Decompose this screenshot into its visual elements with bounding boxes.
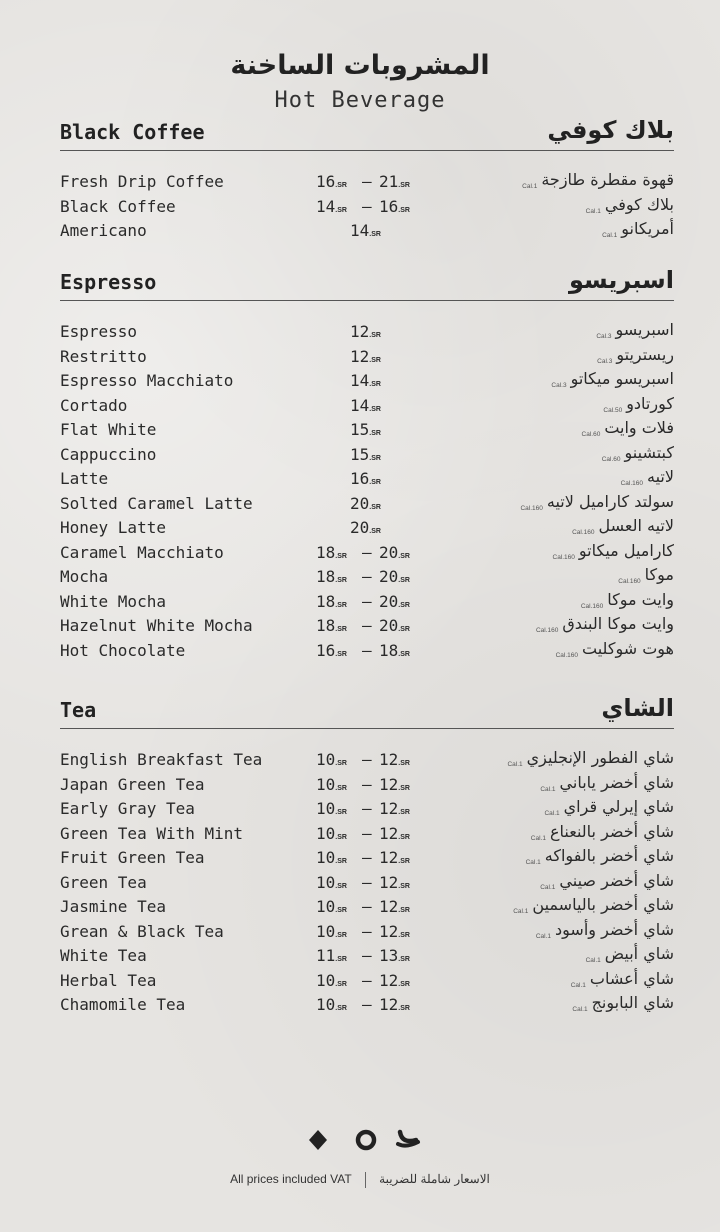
item-calories: Cal.1 (530, 834, 546, 842)
item-name-en: Chamomile Tea (60, 995, 186, 1014)
item-calories: Cal.60 (581, 431, 601, 438)
currency-label: .SR (335, 552, 347, 560)
price-value: 20 (350, 518, 370, 537)
price-range-dash: – (362, 872, 372, 892)
item-name-en: Espresso Macchiato (60, 371, 234, 390)
currency-label: .SR (335, 626, 347, 633)
price-range-dash: – (362, 799, 372, 818)
price-value: 15 (350, 420, 370, 439)
item-name-ar (536, 614, 674, 634)
currency-label: .SR (335, 182, 347, 189)
menu-item (0, 170, 720, 195)
menu-item (0, 541, 720, 566)
menu-item (0, 590, 720, 615)
item-name-ar (581, 590, 674, 610)
item-name-ar (513, 895, 674, 915)
item-calories: Cal.1 (544, 810, 560, 817)
item-name-ar (596, 320, 674, 340)
currency-label: .SR (398, 833, 410, 841)
currency-label: .SR (369, 356, 381, 364)
currency-label: .SR (398, 577, 410, 584)
price-value: 10 (316, 848, 336, 867)
item-calories: Cal.60 (601, 455, 621, 463)
currency-label: .SR (398, 784, 410, 792)
price-value-max: 12 (379, 799, 399, 818)
currency-label: .SR (398, 626, 410, 633)
menu-section (0, 116, 720, 244)
menu-item (0, 195, 720, 220)
item-name-ar-text: شاي أبيض (604, 944, 674, 963)
item-name-ar-text: بلاك كوفي (604, 194, 674, 214)
item-name-en: White Tea (60, 946, 147, 965)
item-calories: Cal.1 (570, 981, 586, 989)
currency-label: .SR (369, 332, 381, 339)
price-value: 10 (316, 921, 336, 941)
price-value-max: 12 (379, 823, 399, 843)
currency-label: .SR (369, 231, 381, 238)
price-range-dash: – (362, 616, 372, 635)
item-name-en: Black Coffee (60, 196, 176, 216)
currency-label: .SR (335, 760, 347, 767)
menu-item (0, 944, 720, 969)
item-name-ar-text: وايت موكا البندق (562, 614, 674, 633)
item-calories: Cal.3 (597, 357, 613, 365)
item-name-ar (540, 871, 674, 891)
price-value-max: 20 (379, 567, 399, 586)
price-value: 16 (316, 640, 336, 660)
menu-item (0, 773, 720, 798)
currency-label: .SR (398, 858, 410, 865)
price-value: 10 (316, 872, 336, 892)
currency-label: .SR (398, 650, 410, 658)
item-name-en: Hazelnut White Mocha (60, 616, 253, 635)
price-value: 10 (316, 897, 336, 916)
item-name-en: Cortado (60, 395, 128, 415)
price-value-max: 12 (379, 750, 399, 769)
item-name-ar (572, 993, 674, 1013)
currency-label: .SR (398, 907, 410, 914)
price-value-max: 12 (379, 872, 399, 892)
price-value-max: 12 (379, 921, 399, 941)
item-name-ar-text: كاراميل ميكاتو (578, 540, 674, 560)
currency-label: .SR (369, 430, 381, 437)
item-name-ar-text: موكا (644, 565, 674, 584)
menu-item (0, 219, 720, 244)
menu-item (0, 871, 720, 896)
item-name-ar-text: فلات وايت (604, 418, 674, 437)
item-name-ar (621, 467, 674, 487)
item-name-ar (531, 822, 674, 842)
price-value: 10 (316, 799, 336, 818)
price-value: 18 (316, 542, 336, 562)
item-name-ar (572, 516, 674, 536)
currency-label: .SR (335, 206, 347, 214)
item-name-ar (602, 443, 674, 463)
item-name-en: Grean & Black Tea (60, 921, 224, 941)
item-calories: Cal.160 (555, 651, 579, 659)
currency-label: .SR (335, 882, 347, 890)
menu-section (0, 266, 720, 663)
item-calories: Cal.1 (572, 1006, 588, 1013)
item-name-ar-text: شاي البابونج (591, 993, 674, 1012)
item-name-ar-text: شاي أخضر بالنعناع (549, 821, 674, 841)
currency-label: .SR (398, 980, 410, 988)
item-name-ar (556, 639, 674, 659)
item-name-ar-text: شاي الفطور الإنجليزي (526, 748, 674, 767)
menu-item (0, 639, 720, 664)
item-name-en: Mocha (60, 567, 109, 586)
currency-label: .SR (398, 182, 410, 189)
currency-label: .SR (335, 907, 347, 914)
menu-title-ar: المشروبات الساخنة (230, 50, 490, 81)
price-range-dash: – (362, 196, 372, 216)
price-value: 12 (350, 322, 370, 341)
price-value: 16 (350, 469, 370, 488)
item-name-ar (551, 369, 674, 389)
price-value-max: 20 (379, 591, 399, 611)
item-name-ar (586, 944, 674, 964)
item-name-en: Hot Chocolate (60, 640, 186, 660)
item-calories: Cal.1 (513, 908, 529, 915)
price-value-max: 12 (379, 774, 399, 794)
currency-label: .SR (335, 784, 347, 792)
price-value-max: 12 (379, 995, 399, 1014)
item-calories: Cal.1 (535, 932, 552, 940)
item-name-ar-text: ريستريتو (616, 344, 674, 364)
currency-label: .SR (335, 650, 347, 658)
menu-title-en: Hot Beverage (274, 88, 446, 113)
item-name-ar-text: شاي أخضر بالياسمين (532, 895, 674, 914)
price-value: 14 (350, 395, 370, 415)
menu-item (0, 320, 720, 345)
item-name-ar (507, 748, 674, 768)
currency-label: .SR (335, 577, 347, 584)
menu-item (0, 345, 720, 370)
item-name-ar (522, 170, 674, 190)
price-value-max: 12 (379, 897, 399, 916)
price-value: 14 (350, 371, 370, 390)
price-value-max: 12 (379, 970, 399, 990)
item-name-ar (597, 345, 674, 365)
item-calories: Cal.1 (525, 859, 541, 866)
item-name-ar (603, 394, 674, 414)
currency-label: .SR (369, 381, 381, 388)
section-divider (60, 150, 674, 151)
item-name-en: Green Tea With Mint (60, 823, 244, 843)
menu-item (0, 846, 720, 871)
price-range-dash: – (362, 591, 372, 611)
item-name-en: Caramel Macchiato (60, 542, 224, 562)
price-value: 20 (350, 493, 370, 513)
price-value: 14 (350, 221, 370, 240)
item-calories: Cal.160 (520, 504, 543, 512)
menu-item (0, 614, 720, 639)
price-range-dash: – (362, 897, 372, 916)
section-title-ar: بلاك كوفي (547, 116, 674, 144)
item-calories: Cal.160 (572, 529, 595, 536)
menu-item (0, 969, 720, 994)
currency-label: .SR (335, 809, 347, 816)
footer (0, 1172, 720, 1188)
menu-item (0, 797, 720, 822)
item-name-ar-text: شاي أعشاب (589, 968, 674, 988)
price-range-dash: – (362, 848, 372, 867)
item-name-en: Cappuccino (60, 444, 157, 464)
item-name-ar-text: أمريكانو (621, 219, 674, 238)
item-name-ar (553, 541, 675, 561)
price-range-dash: – (362, 172, 372, 191)
item-name-ar (540, 773, 674, 793)
price-value-max: 21 (379, 172, 399, 191)
item-name-ar-text: سولتد كاراميل لاتيه (546, 491, 674, 511)
price-value-max: 13 (379, 946, 399, 965)
item-name-ar-text: شاي أخضر بالفواكه (544, 846, 674, 865)
item-name-ar-text: شاي إيرلي قراي (563, 797, 674, 816)
item-name-en: English Breakfast Tea (60, 750, 263, 769)
footer-vat-ar: الاسعار شاملة للضريبة (379, 1172, 490, 1187)
section-title-en: Tea (60, 698, 97, 722)
price-range-dash: – (362, 640, 372, 660)
price-value: 16 (316, 172, 336, 191)
item-name-ar-text: كورتادو (626, 393, 674, 413)
item-name-en: Jasmine Tea (60, 897, 166, 916)
price-range-dash: – (362, 750, 372, 769)
section-title-en: Espresso (60, 270, 157, 294)
menu-item (0, 369, 720, 394)
menu-item (0, 822, 720, 847)
item-name-en: Early Gray Tea (60, 799, 195, 818)
price-value: 12 (350, 346, 370, 366)
price-value: 18 (316, 591, 336, 611)
currency-label: .SR (398, 1005, 410, 1012)
item-name-ar-text: كبتشينو (624, 442, 674, 462)
currency-label: .SR (335, 956, 347, 963)
item-calories: Cal.1 (540, 883, 556, 891)
item-name-en: White Mocha (60, 591, 166, 611)
item-calories: Cal.1 (507, 761, 523, 768)
currency-label: .SR (369, 479, 381, 486)
footer-divider (365, 1172, 366, 1188)
currency-label: .SR (369, 405, 381, 413)
item-calories: Cal.160 (580, 602, 604, 610)
item-name-ar-text: قهوة مقطرة طازجة (541, 170, 674, 189)
section-header (0, 116, 720, 158)
section-divider (60, 300, 674, 301)
currency-label: .SR (335, 931, 347, 939)
item-calories: Cal.1 (585, 957, 601, 964)
currency-label: .SR (369, 503, 381, 511)
price-value: 10 (316, 970, 336, 990)
item-name-ar-text: شاي أخضر ياباني (559, 772, 674, 792)
brand-logo-icon (306, 1122, 422, 1162)
menu-item (0, 492, 720, 517)
currency-label: .SR (398, 809, 410, 816)
item-calories: Cal.160 (535, 627, 559, 634)
price-range-dash: – (362, 995, 372, 1014)
item-name-en: Espresso (60, 322, 138, 341)
item-name-en: Herbal Tea (60, 970, 157, 990)
menu-item (0, 565, 720, 590)
item-name-ar (544, 797, 674, 817)
item-name-en: Fresh Drip Coffee (60, 172, 224, 191)
item-name-ar-text: اسبريسو ميكاتو (570, 369, 674, 388)
menu-item (0, 748, 720, 773)
price-value: 10 (316, 995, 336, 1014)
menu-item (0, 895, 720, 920)
item-calories: Cal.160 (618, 578, 641, 585)
item-calories: Cal.1 (602, 232, 618, 239)
menu-item (0, 920, 720, 945)
price-value-max: 18 (379, 640, 399, 660)
section-title-ar: الشاي (601, 694, 674, 722)
item-name-en: Japan Green Tea (60, 774, 205, 794)
item-calories: Cal.1 (585, 207, 601, 215)
currency-label: .SR (335, 833, 347, 841)
price-range-dash: – (362, 542, 372, 562)
section-divider (60, 728, 674, 729)
section-header (0, 266, 720, 308)
currency-label: .SR (335, 858, 347, 865)
currency-label: .SR (369, 528, 381, 535)
item-name-ar (536, 920, 674, 940)
item-name-ar (526, 846, 674, 866)
currency-label: .SR (398, 601, 410, 609)
section-title-en: Black Coffee (60, 120, 205, 144)
item-name-en: Flat White (60, 420, 157, 439)
currency-label: .SR (398, 956, 410, 963)
item-name-ar-text: لاتيه العسل (598, 516, 674, 535)
currency-label: .SR (398, 552, 410, 560)
footer-vat-en: All prices included VAT (230, 1172, 352, 1187)
item-name-ar-text: اسبريسو (615, 320, 674, 339)
currency-label: .SR (398, 206, 410, 214)
item-calories: Cal.160 (620, 480, 644, 487)
item-calories: Cal.3 (596, 333, 612, 340)
item-name-en: Fruit Green Tea (60, 848, 205, 867)
price-range-dash: – (362, 567, 372, 586)
item-name-en: Americano (60, 221, 147, 240)
item-name-ar-text: هوت شوكليت (582, 638, 674, 658)
price-range-dash: – (362, 946, 372, 965)
price-range-dash: – (362, 774, 372, 794)
price-range-dash: – (362, 823, 372, 843)
item-name-en: Solted Caramel Latte (60, 493, 253, 513)
menu-section (0, 694, 720, 1018)
item-name-ar-text: لاتيه (647, 467, 674, 486)
price-value: 10 (316, 750, 336, 769)
item-name-en: Latte (60, 469, 109, 488)
price-value: 10 (316, 823, 336, 843)
item-name-en: Green Tea (60, 872, 147, 892)
price-value: 10 (316, 774, 336, 794)
item-calories: Cal.160 (552, 553, 575, 561)
item-name-ar-text: شاي أخضر صيني (559, 870, 674, 890)
price-value-max: 20 (379, 542, 399, 562)
price-value: 18 (316, 616, 336, 635)
price-range-dash: – (362, 970, 372, 990)
currency-label: .SR (369, 454, 381, 462)
menu-item (0, 993, 720, 1018)
item-calories: Cal.1 (522, 183, 538, 190)
price-value-max: 16 (379, 196, 399, 216)
price-range-dash: – (362, 921, 372, 941)
item-name-ar (582, 418, 674, 438)
menu-item (0, 443, 720, 468)
currency-label: .SR (335, 601, 347, 609)
item-calories: Cal.1 (540, 785, 556, 793)
item-name-ar (618, 565, 674, 585)
item-name-ar (520, 492, 674, 512)
menu-item (0, 418, 720, 443)
price-value: 18 (316, 567, 336, 586)
price-value-max: 12 (379, 848, 399, 867)
price-value: 15 (350, 444, 370, 464)
currency-label: .SR (398, 882, 410, 890)
section-header (0, 694, 720, 736)
item-calories: Cal.50 (603, 406, 623, 414)
currency-label: .SR (398, 760, 410, 767)
menu-item (0, 394, 720, 419)
currency-label: .SR (335, 980, 347, 988)
item-name-ar-text: شاي أخضر وأسود (555, 919, 674, 939)
price-value-max: 20 (379, 616, 399, 635)
menu-item (0, 467, 720, 492)
price-value: 14 (316, 196, 336, 216)
price-value: 11 (316, 946, 336, 965)
item-name-ar (571, 969, 674, 989)
item-name-en: Honey Latte (60, 518, 166, 537)
item-calories: Cal.3 (551, 382, 567, 389)
currency-label: .SR (398, 931, 410, 939)
item-name-ar-text: وايت موكا (607, 589, 674, 609)
item-name-ar (586, 195, 674, 215)
item-name-en: Restritto (60, 346, 147, 366)
currency-label: .SR (335, 1005, 347, 1012)
section-title-ar: اسبريسو (568, 266, 674, 294)
menu-item (0, 516, 720, 541)
item-name-ar (602, 219, 674, 239)
